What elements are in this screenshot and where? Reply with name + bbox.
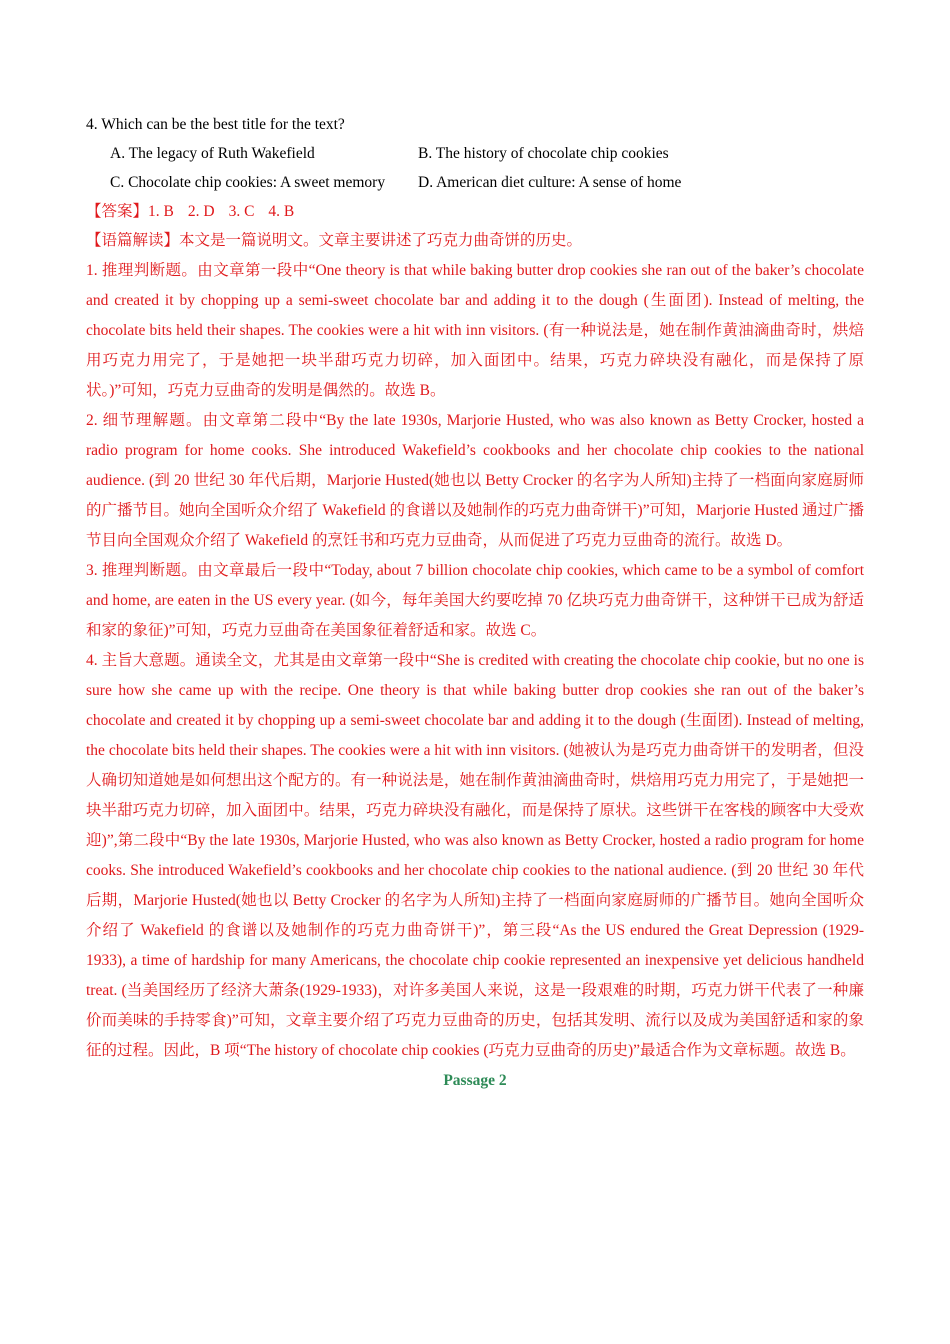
answer-item: 2. D [187,203,215,220]
explanation-3: 3. 推理判断题。由文章最后一段中“Today, about 7 billion chocolate chip cookies, which came to be a symbol of comfort and home, are eaten in the US every year. (如今，每年美国大约要吃掉 70 亿块巧克力曲奇饼干，这种饼干已成为舒适和家的象征)”可知，巧克力豆曲奇在美国象征着舒适和家。故选 C。 [86,562,864,639]
answer-line [86,197,864,226]
explanation-1: 1. 推理判断题。由文章第一段中“One theory is that while baking butter drop cookies she ran out of the baker’s chocolate and created it by chopping up a semi-sweet chocolate bar and adding it to the dough (生面团). Instead of melting, the chocolate bits held their shapes. The cookies were a hit with inn visitors. (有一种说法是，她在制作黄油滴曲奇时，烘焙用巧克力用完了，于是她把一块半甜巧克力切碎，加入面团中。结果，巧克力碎块没有融化，而是保持了原状。)”可知，巧克力豆曲奇的发明是偶然的。故选 B。 [86,262,864,399]
explanation-4: 4. 主旨大意题。通读全文，尤其是由文章第一段中“She is credited with creating the chocolate chip cookie, but no one is sure how she came up with the recipe. One theory is that while baking butter drop cookies she ran out of the baker’s chocolate and created it by chopping up a semi-sweet chocolate bar and adding it to the dough (生面团). Instead of melting, the chocolate bits held their shapes. The cookies were a hit with inn visitors. (她被认为是巧克力曲奇饼干的发明者，但没人确切知道她是如何想出这个配方的。有一种说法是，她在制作黄油滴曲奇时，烘焙用巧克力用完了，于是她把一块半甜巧克力切碎，加入面团中。结果，巧克力碎块没有融化，而是保持了原状。这些饼干在客栈的顾客中大受欢迎)”,第二段中“By the late 1930s, Marjorie Husted, who was also known as Betty Crocker, hosted a radio program for home cooks. She introduced Wakefield’s cookbooks and her chocolate chip cookies to the national audience. (到 20 世纪 30 年代后期，Marjorie Husted(她也以 Betty Crocker 的名字为人所知)主持了一档面向家庭厨师的广播节目。她向全国听众介绍了 Wakefield 的食谱以及她制作的巧克力曲奇饼干)”，第三段“As the US endured the Great Depression (1929-1933), a time of hardship for many Americans, the chocolate chip cookie represented an inexpensive yet delicious handheld treat. (当美国经历了经济大萧条(1929-1933)，对许多美国人来说，这是一段艰难的时期，巧克力饼干代表了一种廉价而美味的手持零食)”可知，文章主要介绍了巧克力豆曲奇的历史，包括其发明、流行以及成为美国舒适和家的象征的过程。因此，B 项“The history of chocolate chip cookies (巧克力豆曲奇的历史)”最适合作为文章标题。故选 B。 [86,652,864,1059]
option-a: A. The legacy of Ruth Wakefield [110,145,315,162]
option-c: C. Chocolate chip cookies: A sweet memory [110,174,386,191]
option-d: D. American diet culture: A sense of home [418,174,682,191]
answer-item: 3. C [228,203,255,220]
option-b: B. The history of chocolate chip cookies [418,145,669,162]
options-row-2 [86,168,864,197]
options-row-1 [86,139,864,168]
passage-summary: 【语篇解读】本文是一篇说明文。文章主要讲述了巧克力曲奇饼的历史。 [86,232,583,249]
answer-label: 【答案】 [86,203,149,220]
passage-heading: Passage 2 [443,1072,507,1089]
answer-item: 4. B [268,203,295,220]
answer-item: 1. B [148,203,174,220]
explanation-2: 2. 细节理解题。由文章第二段中“By the late 1930s, Marjorie Husted, who was also known as Betty Crocker, hosted a radio program for home cooks. She introduced Wakefield’s cookbooks and her chocolate chip cookies to the national audience. (到 20 世纪 30 年代后期，Marjorie Husted(她也以 Betty Crocker 的名字为人所知)主持了一档面向家庭厨师的广播节目。她向全国听众介绍了 Wakefield 的食谱以及她制作的巧克力曲奇饼干)”可知，Marjorie Husted 通过广播节目向全国观众介绍了 Wakefield 的烹饪书和巧克力豆曲奇，从而促进了巧克力豆曲奇的流行。故选 D。 [86,412,864,549]
question-stem: 4. Which can be the best title for the text? [86,116,345,133]
document-page [86,110,864,1112]
